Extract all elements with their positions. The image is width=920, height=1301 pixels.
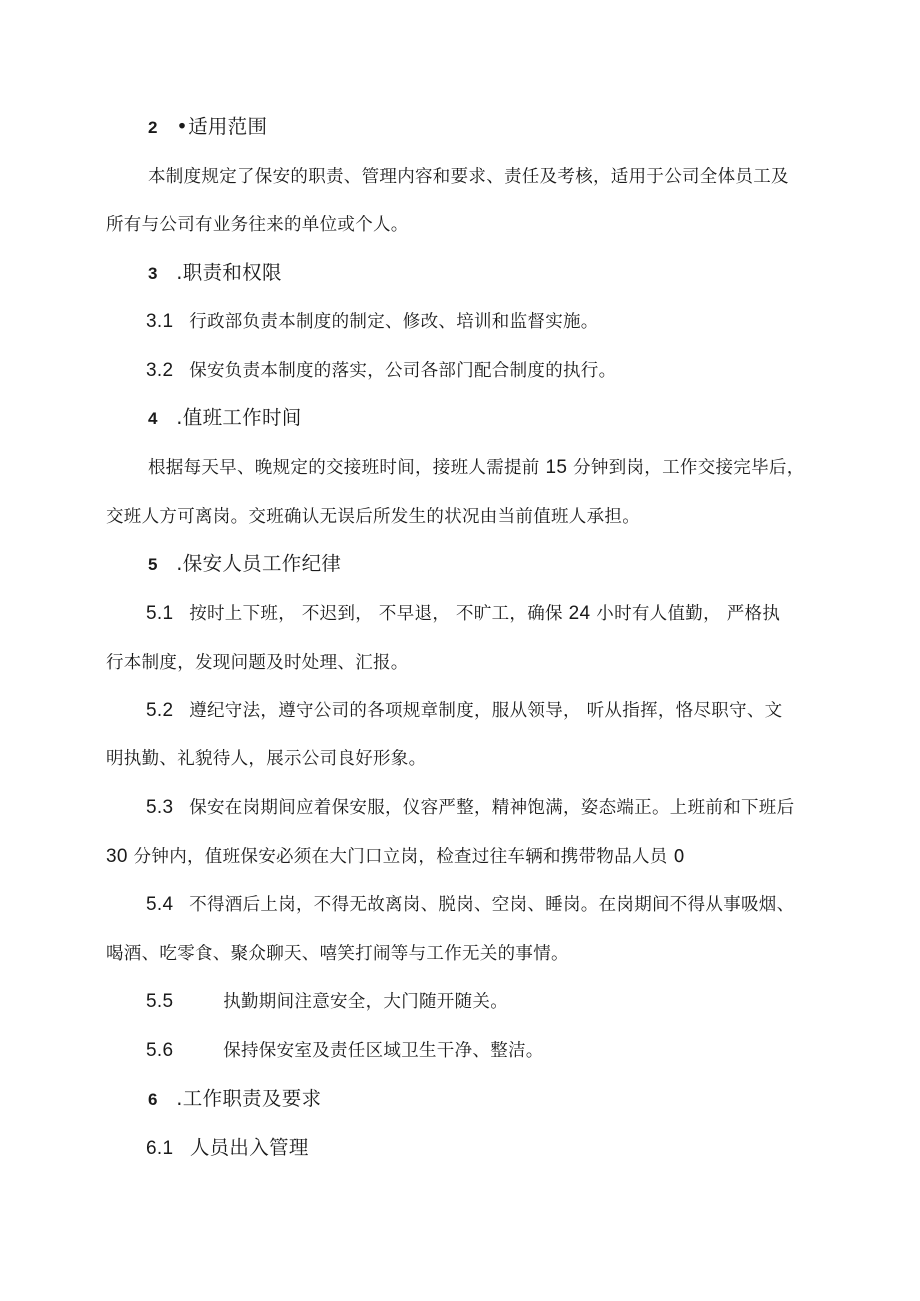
text-segment: 保安在岗期间应着保安服，仪容严整，精神饱满，姿态端正。上班前和下班后 <box>189 798 795 818</box>
section-title: •适用范围 <box>176 115 268 138</box>
item-text: 保安负责本制度的落实，公司各部门配合制度的执行。 <box>189 361 617 381</box>
list-item <box>146 796 794 820</box>
item-number: 6.1 <box>146 1138 174 1159</box>
item-number: 3.2 <box>146 360 174 381</box>
section-number: 6 <box>148 1090 158 1109</box>
text-segment: 分钟到岗，工作交接完毕后， <box>573 458 805 478</box>
paragraph-line: 明执勤、礼貌待人，展示公司良好形象。 <box>106 749 427 769</box>
section-number: 3 <box>148 264 158 283</box>
section-title: .值班工作时间 <box>176 406 302 429</box>
text-segment: 分钟内，值班保安必须在大门口立岗，检查过往车辆和携带物品人员 0 <box>133 847 685 867</box>
item-text: 人员出入管理 <box>189 1136 309 1159</box>
text-segment: 根据每天早、晚规定的交接班时间，接班人需提前 <box>148 458 540 478</box>
paragraph-line: 所有与公司有业务往来的单位或个人。 <box>106 215 409 235</box>
section-4-heading <box>148 406 302 431</box>
item-number: 5.5 <box>146 991 174 1012</box>
list-item <box>146 699 782 723</box>
list-item <box>146 602 780 626</box>
text-segment: 遵纪守法，遵守公司的各项规章制度，服从领导， 听从指挥，恪尽职守、文 <box>189 701 783 721</box>
list-item <box>146 1039 544 1063</box>
section-title: .工作职责及要求 <box>176 1087 322 1110</box>
text-segment: 小时有人值勤， 严格执 <box>596 604 781 624</box>
section-title: .保安人员工作纪律 <box>176 552 342 575</box>
paragraph-line <box>148 456 805 480</box>
item-number: 5.2 <box>146 700 174 721</box>
item-text: 保持保安室及责任区域卫生干净、整洁。 <box>223 1041 544 1061</box>
section-3-heading <box>148 261 282 286</box>
number-segment: 15 <box>545 457 568 478</box>
section-number: 2 <box>148 118 158 137</box>
number-segment: 24 <box>568 603 591 624</box>
list-item <box>146 1136 309 1161</box>
item-text: 执勤期间注意安全，大门随开随关。 <box>223 992 509 1012</box>
number-segment: 30 <box>106 846 128 867</box>
section-6-heading <box>148 1087 321 1112</box>
paragraph-line: 本制度规定了保安的职责、管理内容和要求、责任及考核，适用于公司全体员工及 <box>148 167 789 187</box>
text-segment: 不得酒后上岗，不得无故离岗、脱岗、空岗、睡岗。在岗期间不得从事吸烟、 <box>189 895 795 915</box>
section-5-heading <box>148 552 341 577</box>
item-text: 行政部负责本制度的制定、修改、培训和监督实施。 <box>189 312 599 332</box>
list-item <box>146 990 508 1014</box>
item-number: 3.1 <box>146 311 174 332</box>
paragraph-line: 喝酒、吃零食、聚众聊天、嘻笑打闹等与工作无关的事情。 <box>106 944 569 964</box>
item-number: 5.1 <box>146 603 174 624</box>
section-title: .职责和权限 <box>176 261 282 284</box>
paragraph-line: 行本制度，发现问题及时处理、汇报。 <box>106 653 409 673</box>
list-item <box>146 310 599 334</box>
paragraph-line: 交班人方可离岗。交班确认无误后所发生的状况由当前值班人承担。 <box>106 507 640 527</box>
list-item <box>146 893 794 917</box>
section-2-heading <box>148 115 267 140</box>
section-number: 4 <box>148 409 158 428</box>
text-segment: 按时上下班， 不迟到， 不早退， 不旷工，确保 <box>189 604 563 624</box>
item-number: 5.3 <box>146 797 174 818</box>
paragraph-line <box>106 845 685 869</box>
list-item <box>146 359 616 383</box>
section-number: 5 <box>148 555 158 574</box>
item-number: 5.6 <box>146 1040 174 1061</box>
item-number: 5.4 <box>146 894 174 915</box>
